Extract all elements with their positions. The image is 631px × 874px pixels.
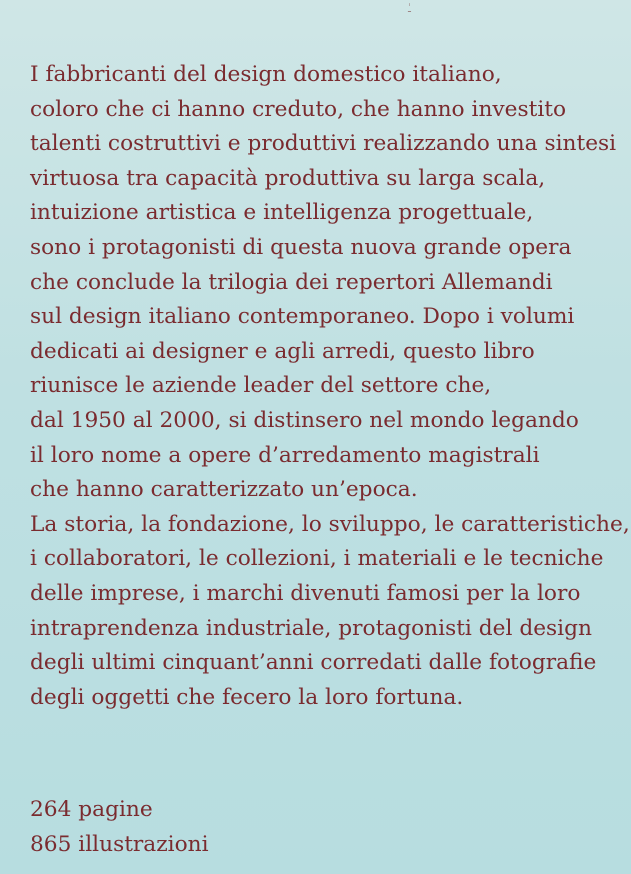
description-line: sono i protagonisti di questa nuova grande opera [30,234,572,260]
top-mark: ـٰ [408,4,411,15]
description-line: coloro che ci hanno creduto, che hanno investito [30,96,567,122]
description-line: La storia, la fondazione, lo sviluppo, le caratteristiche, [30,511,630,537]
description-line: delle imprese, i marchi divenuti famosi per la loro [30,580,581,606]
description-line: dedicati ai designer e agli arredi, questo libro [30,338,535,364]
page-count: 264 pagine [30,797,153,822]
illustration-count: 865 illustrazioni [30,831,209,857]
description-line: talenti costruttivi e produttivi realizzando una sintesi [30,131,617,157]
description-line: dal 1950 al 2000, si distinsero nel mondo legando [30,407,579,433]
description-line: sul design italiano contemporaneo. Dopo i volumi [30,304,575,330]
description-line: il loro nome a opere d’arredamento magistrali [30,442,540,468]
description-line: degli ultimi cinquant’anni corredati dalle fotografie [30,650,597,676]
description-line: virtuosa tra capacità produttiva su larga scala, [30,165,546,191]
description-line: che hanno caratterizzato un’epoca. [30,477,418,503]
book-meta [30,793,209,862]
description-line: che conclude la trilogia dei repertori Allemandi [30,269,553,295]
description-line: riunisce le aziende leader del settore che, [30,373,492,399]
description-line: intuizione artistica e intelligenza progettuale, [30,200,534,226]
cover-description [30,58,630,715]
description-line: degli oggetti che fecero la loro fortuna. [30,684,464,710]
description-line: i collaboratori, le collezioni, i materiali e le tecniche [30,546,604,572]
description-line: I fabbricanti del design domestico italiano, [30,62,502,87]
description-line: intraprendenza industriale, protagonisti del design [30,615,592,641]
